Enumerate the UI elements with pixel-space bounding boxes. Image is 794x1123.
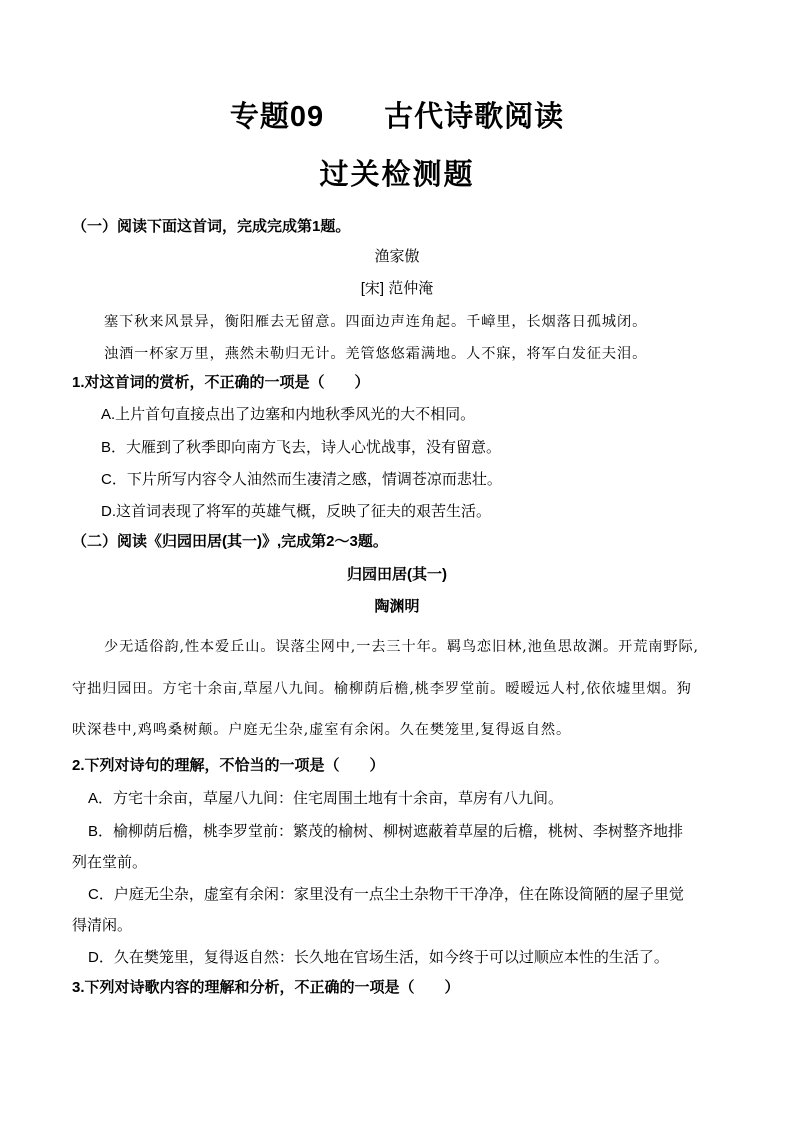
section1-poem-line: 浊酒一杯家万里，燕然未勒归无计。羌管悠悠霜满地。人不寐，将军白发征夫泪。 (104, 346, 648, 362)
question2-option-b-continued: 列在堂前。 (72, 854, 148, 871)
question2-option-c-continued: 得清闲。 (72, 917, 133, 934)
section2-instruction: （二）阅读《归园田居(其一)》,完成第2～3题。 (72, 533, 388, 550)
question1-option-a: A.上片首句直接点出了边塞和内地秋季风光的大不相同。 (101, 406, 476, 423)
section2-poem-line: 少无适俗韵,性本爱丘山。误落尘网中,一去三十年。羁鸟恋旧林,池鱼思故渊。开荒南野际, (104, 639, 699, 655)
page-subtitle: 过关检测题 (319, 159, 475, 191)
section2-poem-author: 陶渊明 (374, 598, 420, 615)
page-title: 专题09 古代诗歌阅读 (229, 101, 565, 133)
section2-poem-line: 守拙归园田。方宅十余亩,草屋八九间。榆柳荫后檐,桃李罗堂前。暧暧远人村,依依墟里烟。狗 (72, 681, 692, 697)
question1-option-d: D.这首词表现了将军的英雄气概，反映了征夫的艰苦生活。 (101, 503, 492, 520)
question2-option-b: B．榆柳荫后檐，桃李罗堂前：繁茂的榆树、柳树遮蔽着草屋的后檐，桃树、李树整齐地排 (88, 823, 684, 840)
section2-poem-title: 归园田居(其一) (347, 566, 447, 583)
question2-option-a: A．方宅十余亩，草屋八九间：住宅周围土地有十余亩，草房有八九间。 (88, 790, 564, 807)
question2-option-c: C．户庭无尘杂，虚室有余闲：家里没有一点尘土杂物干干净净，住在陈设简陋的屋子里觉 (88, 886, 684, 903)
question2-stem: 2.下列对诗句的理解，不恰当的一项是（ ） (72, 757, 385, 774)
question1-option-c: C．下片所写内容令人油然而生凄清之感，情调苍凉而悲壮。 (101, 471, 502, 488)
section2-poem-line: 吠深巷中,鸡鸣桑树颠。户庭无尘杂,虚室有余闲。久在樊笼里,复得返自然。 (72, 722, 572, 738)
question2-option-d: D．久在樊笼里，复得返自然：长久地在官场生活，如今终于可以过顺应本性的生活了。 (88, 949, 669, 966)
section1-poem-line: 塞下秋来风景异，衡阳雁去无留意。四面边声连角起。千嶂里，长烟落日孤城闭。 (104, 314, 648, 330)
section1-poem-title: 渔家傲 (374, 248, 420, 265)
section1-poem-author: [宋] 范仲淹 (360, 280, 434, 297)
question3-stem: 3.下列对诗歌内容的理解和分析，不正确的一项是（ ） (72, 979, 460, 996)
question1-option-b: B．大雁到了秋季即向南方飞去，诗人心忧战事，没有留意。 (101, 439, 502, 456)
section1-instruction: （一）阅读下面这首词，完成完成第1题。 (72, 218, 351, 235)
question1-stem: 1.对这首词的赏析，不正确的一项是（ ） (72, 374, 370, 391)
